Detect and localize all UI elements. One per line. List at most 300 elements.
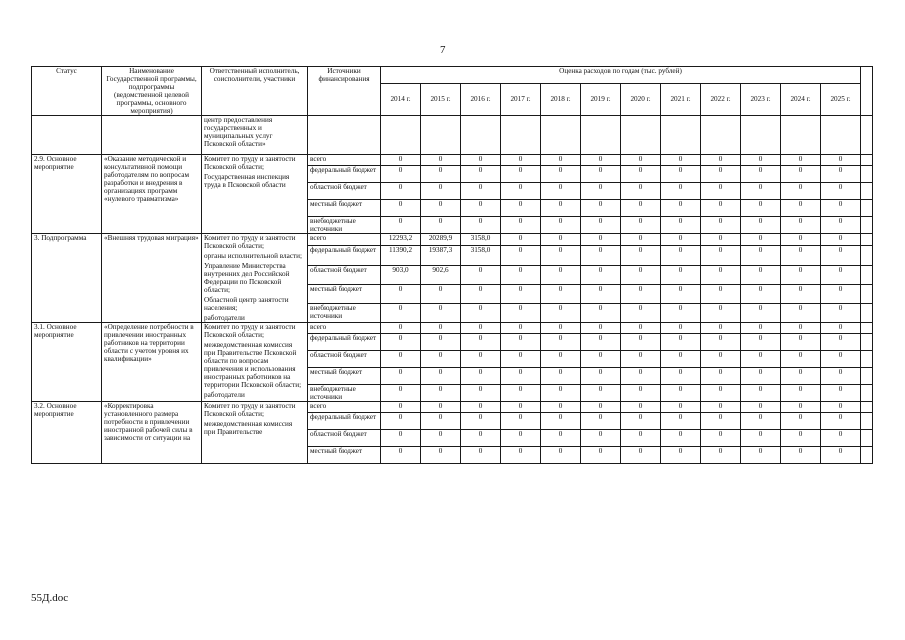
- value-cell: 0: [461, 402, 501, 413]
- value-cell: 0: [581, 155, 621, 166]
- value-cell: 0: [541, 368, 581, 385]
- value-cell: 0: [821, 217, 861, 234]
- value-cell: 0: [581, 234, 621, 246]
- source-cell: областной бюджет: [308, 265, 381, 284]
- value-cell: 0: [821, 183, 861, 200]
- value-cell: 0: [501, 334, 541, 351]
- value-cell: 0: [781, 265, 821, 284]
- value-cell: 0: [581, 402, 621, 413]
- year-header: 2015 г.: [421, 83, 461, 115]
- value-cell: 0: [821, 430, 861, 447]
- year-header: 2025 г.: [821, 83, 861, 115]
- value-cell: 0: [621, 155, 661, 166]
- value-cell: 0: [621, 234, 661, 246]
- value-cell: 0: [781, 284, 821, 303]
- value-cell: 0: [741, 234, 781, 246]
- value-cell: 0: [421, 430, 461, 447]
- value-cell: 0: [381, 351, 421, 368]
- value-cell: 0: [781, 368, 821, 385]
- value-cell: 0: [661, 413, 701, 430]
- value-cell: 0: [461, 166, 501, 183]
- value-cell: 0: [741, 351, 781, 368]
- value-cell: 0: [781, 334, 821, 351]
- value-cell: 0: [741, 323, 781, 334]
- value-cell: 0: [381, 430, 421, 447]
- value-cell: 0: [461, 183, 501, 200]
- source-cell: внебюджетные источники: [308, 385, 381, 402]
- value-cell: 0: [661, 200, 701, 217]
- value-cell: 0: [501, 402, 541, 413]
- value-cell: 0: [741, 200, 781, 217]
- edge-cell: [861, 413, 873, 430]
- source-cell: федеральный бюджет: [308, 246, 381, 265]
- value-cell: 0: [461, 155, 501, 166]
- value-cell: 0: [621, 323, 661, 334]
- value-cell: 0: [501, 368, 541, 385]
- header-sources: Источники финансирования: [308, 67, 381, 116]
- value-cell: 0: [461, 430, 501, 447]
- value-cell: 0: [701, 200, 741, 217]
- continuation-executor: центр предоставления государственных и муниципальных услуг Псковской области»: [202, 116, 308, 155]
- source-cell: всего: [308, 323, 381, 334]
- value-cell: 0: [701, 430, 741, 447]
- edge-cell: [861, 166, 873, 183]
- value-cell: 0: [421, 183, 461, 200]
- continuation-name: [102, 116, 202, 155]
- value-cell: 0: [501, 413, 541, 430]
- value-cell: 0: [541, 323, 581, 334]
- value-cell: 0: [621, 385, 661, 402]
- value-cell: 0: [821, 303, 861, 322]
- continuation-status: [32, 116, 102, 155]
- value-cell: 0: [621, 303, 661, 322]
- value-cell: 0: [461, 368, 501, 385]
- value-cell: 0: [501, 217, 541, 234]
- value-cell: 0: [661, 430, 701, 447]
- value-cell: 3158,0: [461, 234, 501, 246]
- value-cell: 0: [741, 413, 781, 430]
- value-cell: 0: [781, 413, 821, 430]
- executor-cell: [202, 155, 308, 234]
- edge-cell: [861, 385, 873, 402]
- value-cell: 0: [421, 200, 461, 217]
- value-cell: 0: [781, 155, 821, 166]
- edge-cell: [861, 303, 873, 322]
- table-row: [32, 323, 873, 334]
- executor-item: Комитет по труду и занятости Псковской области;: [204, 323, 296, 339]
- value-cell: 0: [581, 334, 621, 351]
- value-cell: 0: [501, 200, 541, 217]
- value-cell: 0: [381, 447, 421, 464]
- edge-column: [861, 67, 873, 116]
- executor-item: работодатели: [204, 314, 245, 322]
- value-cell: 0: [501, 447, 541, 464]
- value-cell: 0: [741, 284, 781, 303]
- source-cell: федеральный бюджет: [308, 334, 381, 351]
- executor-item: органы исполнительной власти;: [204, 252, 302, 260]
- value-cell: 0: [741, 402, 781, 413]
- value-cell: 0: [821, 447, 861, 464]
- value-cell: 0: [821, 402, 861, 413]
- value-cell: 0: [621, 183, 661, 200]
- value-cell: 0: [701, 303, 741, 322]
- edge-cell: [861, 200, 873, 217]
- document-filename: 55Д.doc: [31, 592, 69, 604]
- value-cell: 0: [781, 183, 821, 200]
- value-cell: 0: [701, 402, 741, 413]
- value-cell: 0: [461, 217, 501, 234]
- edge-cell: [861, 447, 873, 464]
- value-cell: 0: [621, 368, 661, 385]
- value-cell: 0: [501, 246, 541, 265]
- value-cell: 0: [821, 284, 861, 303]
- value-cell: 0: [621, 217, 661, 234]
- value-cell: 0: [421, 351, 461, 368]
- value-cell: 0: [581, 265, 621, 284]
- value-cell: 0: [461, 351, 501, 368]
- value-cell: 0: [421, 402, 461, 413]
- value-cell: 0: [661, 323, 701, 334]
- value-cell: 0: [581, 217, 621, 234]
- value-cell: 0: [461, 303, 501, 322]
- value-cell: 0: [381, 200, 421, 217]
- year-header: 2024 г.: [781, 83, 821, 115]
- table-row: [32, 234, 873, 246]
- edge-cell: [861, 265, 873, 284]
- value-cell: 0: [661, 217, 701, 234]
- value-cell: 0: [381, 413, 421, 430]
- year-header: 2019 г.: [581, 83, 621, 115]
- value-cell: 0: [781, 217, 821, 234]
- status-cell: 3. Подпрограмма: [32, 234, 102, 323]
- page-number: 7: [440, 44, 446, 56]
- value-cell: 0: [741, 430, 781, 447]
- value-cell: 0: [821, 246, 861, 265]
- value-cell: 0: [741, 246, 781, 265]
- value-cell: 0: [541, 234, 581, 246]
- table-body: [32, 116, 873, 464]
- year-header: 2018 г.: [541, 83, 581, 115]
- value-cell: 0: [381, 284, 421, 303]
- value-cell: 0: [461, 413, 501, 430]
- value-cell: 0: [581, 413, 621, 430]
- value-cell: 0: [821, 368, 861, 385]
- edge-cell: [861, 234, 873, 246]
- value-cell: 0: [381, 166, 421, 183]
- value-cell: 0: [621, 284, 661, 303]
- status-cell: 3.2. Основное мероприятие: [32, 402, 102, 464]
- year-header: 2021 г.: [661, 83, 701, 115]
- value-cell: 0: [501, 265, 541, 284]
- value-cell: 0: [581, 323, 621, 334]
- value-cell: 0: [701, 183, 741, 200]
- edge-cell: [861, 323, 873, 334]
- value-cell: 0: [421, 284, 461, 303]
- edge-cell: [861, 402, 873, 413]
- value-cell: 0: [541, 413, 581, 430]
- source-cell: местный бюджет: [308, 368, 381, 385]
- value-cell: 0: [661, 385, 701, 402]
- source-cell: всего: [308, 155, 381, 166]
- value-cell: 0: [821, 234, 861, 246]
- executor-cell: [202, 234, 308, 323]
- value-cell: 0: [701, 246, 741, 265]
- value-cell: 0: [701, 368, 741, 385]
- value-cell: 0: [381, 323, 421, 334]
- name-cell: «Корректировка установленного размера потребности в привлечении иностранной рабочей силы в зависимости от ситуации на: [102, 402, 202, 464]
- value-cell: 0: [381, 217, 421, 234]
- value-cell: 0: [541, 334, 581, 351]
- value-cell: 0: [501, 430, 541, 447]
- value-cell: 0: [421, 303, 461, 322]
- value-cell: 0: [781, 447, 821, 464]
- value-cell: 0: [781, 402, 821, 413]
- value-cell: 0: [661, 351, 701, 368]
- value-cell: 0: [421, 217, 461, 234]
- value-cell: 0: [541, 385, 581, 402]
- executor-item: межведомственная комиссия при Правительстве Псковской области по вопросам привлечения и использования иностранных работников на территории Псковской области;: [204, 341, 302, 389]
- source-cell: всего: [308, 402, 381, 413]
- status-cell: 2.9. Основное мероприятие: [32, 155, 102, 234]
- value-cell: 0: [501, 351, 541, 368]
- value-cell: 0: [701, 413, 741, 430]
- value-cell: 0: [461, 447, 501, 464]
- value-cell: 0: [541, 303, 581, 322]
- value-cell: 0: [621, 166, 661, 183]
- value-cell: 0: [701, 234, 741, 246]
- value-cell: 0: [821, 385, 861, 402]
- value-cell: 12293,2: [381, 234, 421, 246]
- executor-item: Государственная инспекция труда в Псковской области: [204, 173, 290, 189]
- edge-cell: [861, 217, 873, 234]
- year-header: 2017 г.: [501, 83, 541, 115]
- value-cell: 0: [741, 303, 781, 322]
- value-cell: 0: [821, 334, 861, 351]
- value-cell: 0: [381, 155, 421, 166]
- year-header: 2020 г.: [621, 83, 661, 115]
- value-cell: 0: [541, 351, 581, 368]
- value-cell: 0: [661, 447, 701, 464]
- value-cell: 0: [701, 334, 741, 351]
- value-cell: 0: [461, 334, 501, 351]
- value-cell: 0: [661, 234, 701, 246]
- value-cell: 0: [821, 413, 861, 430]
- value-cell: 0: [501, 323, 541, 334]
- source-cell: областной бюджет: [308, 351, 381, 368]
- edge-cell: [861, 430, 873, 447]
- edge-cell: [861, 334, 873, 351]
- value-cell: 0: [621, 246, 661, 265]
- value-cell: 0: [781, 323, 821, 334]
- edge-cell: [861, 183, 873, 200]
- value-cell: 0: [781, 246, 821, 265]
- value-cell: 0: [741, 334, 781, 351]
- source-cell: областной бюджет: [308, 430, 381, 447]
- value-cell: 0: [501, 166, 541, 183]
- value-cell: 0: [541, 430, 581, 447]
- edge-cell: [861, 351, 873, 368]
- value-cell: 0: [381, 183, 421, 200]
- value-cell: 0: [501, 385, 541, 402]
- executor-item: работодатели: [204, 391, 245, 399]
- value-cell: 0: [621, 447, 661, 464]
- value-cell: 0: [381, 385, 421, 402]
- executor-item: Комитет по труду и занятости Псковской области;: [204, 402, 296, 418]
- value-cell: 0: [381, 334, 421, 351]
- value-cell: 0: [821, 323, 861, 334]
- value-cell: 0: [741, 368, 781, 385]
- value-cell: 0: [381, 368, 421, 385]
- source-cell: местный бюджет: [308, 200, 381, 217]
- value-cell: 0: [741, 447, 781, 464]
- value-cell: 0: [701, 265, 741, 284]
- value-cell: 0: [661, 183, 701, 200]
- edge-cell: [861, 246, 873, 265]
- name-cell: «Внешняя трудовая миграция»: [102, 234, 202, 323]
- header-estimate: Оценка расходов по годам (тыс. рублей): [381, 67, 861, 84]
- status-cell: 3.1. Основное мероприятие: [32, 323, 102, 402]
- value-cell: 0: [541, 217, 581, 234]
- value-cell: 0: [741, 265, 781, 284]
- value-cell: 19387,3: [421, 246, 461, 265]
- value-cell: 0: [581, 183, 621, 200]
- value-cell: 0: [541, 284, 581, 303]
- executor-item: межведомственная комиссия при Правительстве: [204, 420, 293, 436]
- value-cell: 0: [621, 413, 661, 430]
- executor-item: Комитет по труду и занятости Псковской области;: [204, 155, 296, 171]
- value-cell: 0: [821, 166, 861, 183]
- value-cell: 903,0: [381, 265, 421, 284]
- value-cell: 0: [581, 368, 621, 385]
- source-cell: федеральный бюджет: [308, 413, 381, 430]
- value-cell: 0: [621, 200, 661, 217]
- value-cell: 0: [781, 234, 821, 246]
- table-row: [32, 402, 873, 413]
- value-cell: 0: [501, 155, 541, 166]
- executor-item: Комитет по труду и занятости Псковской области;: [204, 234, 296, 250]
- value-cell: 0: [821, 265, 861, 284]
- value-cell: 0: [421, 413, 461, 430]
- value-cell: 0: [581, 385, 621, 402]
- value-cell: 0: [541, 183, 581, 200]
- year-header: 2022 г.: [701, 83, 741, 115]
- executor-cell: [202, 402, 308, 464]
- year-header: 2014 г.: [381, 83, 421, 115]
- value-cell: 0: [461, 284, 501, 303]
- value-cell: 0: [741, 155, 781, 166]
- value-cell: 0: [621, 430, 661, 447]
- value-cell: 0: [661, 334, 701, 351]
- value-cell: 0: [701, 385, 741, 402]
- source-cell: местный бюджет: [308, 284, 381, 303]
- source-cell: федеральный бюджет: [308, 166, 381, 183]
- value-cell: 0: [461, 265, 501, 284]
- value-cell: 0: [781, 166, 821, 183]
- value-cell: 0: [421, 447, 461, 464]
- value-cell: 0: [661, 402, 701, 413]
- value-cell: 0: [461, 323, 501, 334]
- edge-cell: [861, 155, 873, 166]
- value-cell: 0: [581, 200, 621, 217]
- year-header: 2016 г.: [461, 83, 501, 115]
- value-cell: 902,6: [421, 265, 461, 284]
- value-cell: 0: [661, 284, 701, 303]
- edge-cell: [861, 368, 873, 385]
- value-cell: 0: [661, 246, 701, 265]
- value-cell: 0: [461, 385, 501, 402]
- value-cell: 0: [581, 303, 621, 322]
- value-cell: 0: [461, 200, 501, 217]
- value-cell: 0: [581, 447, 621, 464]
- continuation-row: [32, 116, 873, 155]
- executor-item: Управление Министерства внутренних дел Российской Федерации по Псковской области;: [204, 262, 290, 294]
- executor-item: Областной центр занятости населения;: [204, 296, 289, 312]
- value-cell: 0: [421, 385, 461, 402]
- value-cell: 0: [821, 155, 861, 166]
- value-cell: 0: [421, 368, 461, 385]
- value-cell: 0: [701, 284, 741, 303]
- value-cell: 0: [701, 217, 741, 234]
- value-cell: 20289,9: [421, 234, 461, 246]
- value-cell: 11390,2: [381, 246, 421, 265]
- value-cell: 0: [701, 323, 741, 334]
- value-cell: 0: [741, 385, 781, 402]
- value-cell: 0: [701, 351, 741, 368]
- value-cell: 0: [621, 265, 661, 284]
- value-cell: 0: [661, 265, 701, 284]
- value-cell: 0: [661, 368, 701, 385]
- source-cell: всего: [308, 234, 381, 246]
- value-cell: 0: [581, 166, 621, 183]
- value-cell: 0: [661, 155, 701, 166]
- value-cell: 0: [541, 166, 581, 183]
- executor-cell: [202, 323, 308, 402]
- value-cell: 0: [581, 351, 621, 368]
- value-cell: 0: [541, 402, 581, 413]
- value-cell: 0: [821, 200, 861, 217]
- value-cell: 0: [421, 155, 461, 166]
- value-cell: 0: [541, 200, 581, 217]
- value-cell: 0: [381, 402, 421, 413]
- value-cell: 0: [501, 303, 541, 322]
- value-cell: 0: [701, 166, 741, 183]
- value-cell: 0: [741, 217, 781, 234]
- edge-cell: [861, 284, 873, 303]
- value-cell: 0: [661, 303, 701, 322]
- source-cell: внебюджетные источники: [308, 217, 381, 234]
- header-name: Наименование Государственной программы, подпрограммы (ведомственной целевой программы, основного мероприятия): [102, 67, 202, 116]
- value-cell: 0: [701, 155, 741, 166]
- value-cell: 0: [621, 402, 661, 413]
- header-executor: Ответственный исполнитель, соисполнители, участники: [202, 67, 308, 116]
- value-cell: 0: [421, 166, 461, 183]
- value-cell: 0: [701, 447, 741, 464]
- value-cell: 0: [781, 200, 821, 217]
- value-cell: 0: [621, 334, 661, 351]
- value-cell: 0: [501, 234, 541, 246]
- value-cell: 0: [741, 166, 781, 183]
- value-cell: 0: [581, 284, 621, 303]
- value-cell: 0: [821, 351, 861, 368]
- value-cell: 0: [541, 246, 581, 265]
- value-cell: 0: [541, 265, 581, 284]
- value-cell: 0: [501, 284, 541, 303]
- value-cell: 0: [501, 183, 541, 200]
- value-cell: 0: [781, 351, 821, 368]
- value-cell: 0: [581, 430, 621, 447]
- value-cell: 0: [781, 430, 821, 447]
- name-cell: «Определение потребности в привлечении иностранных работников на территории области с учетом уровня их квалификации»: [102, 323, 202, 402]
